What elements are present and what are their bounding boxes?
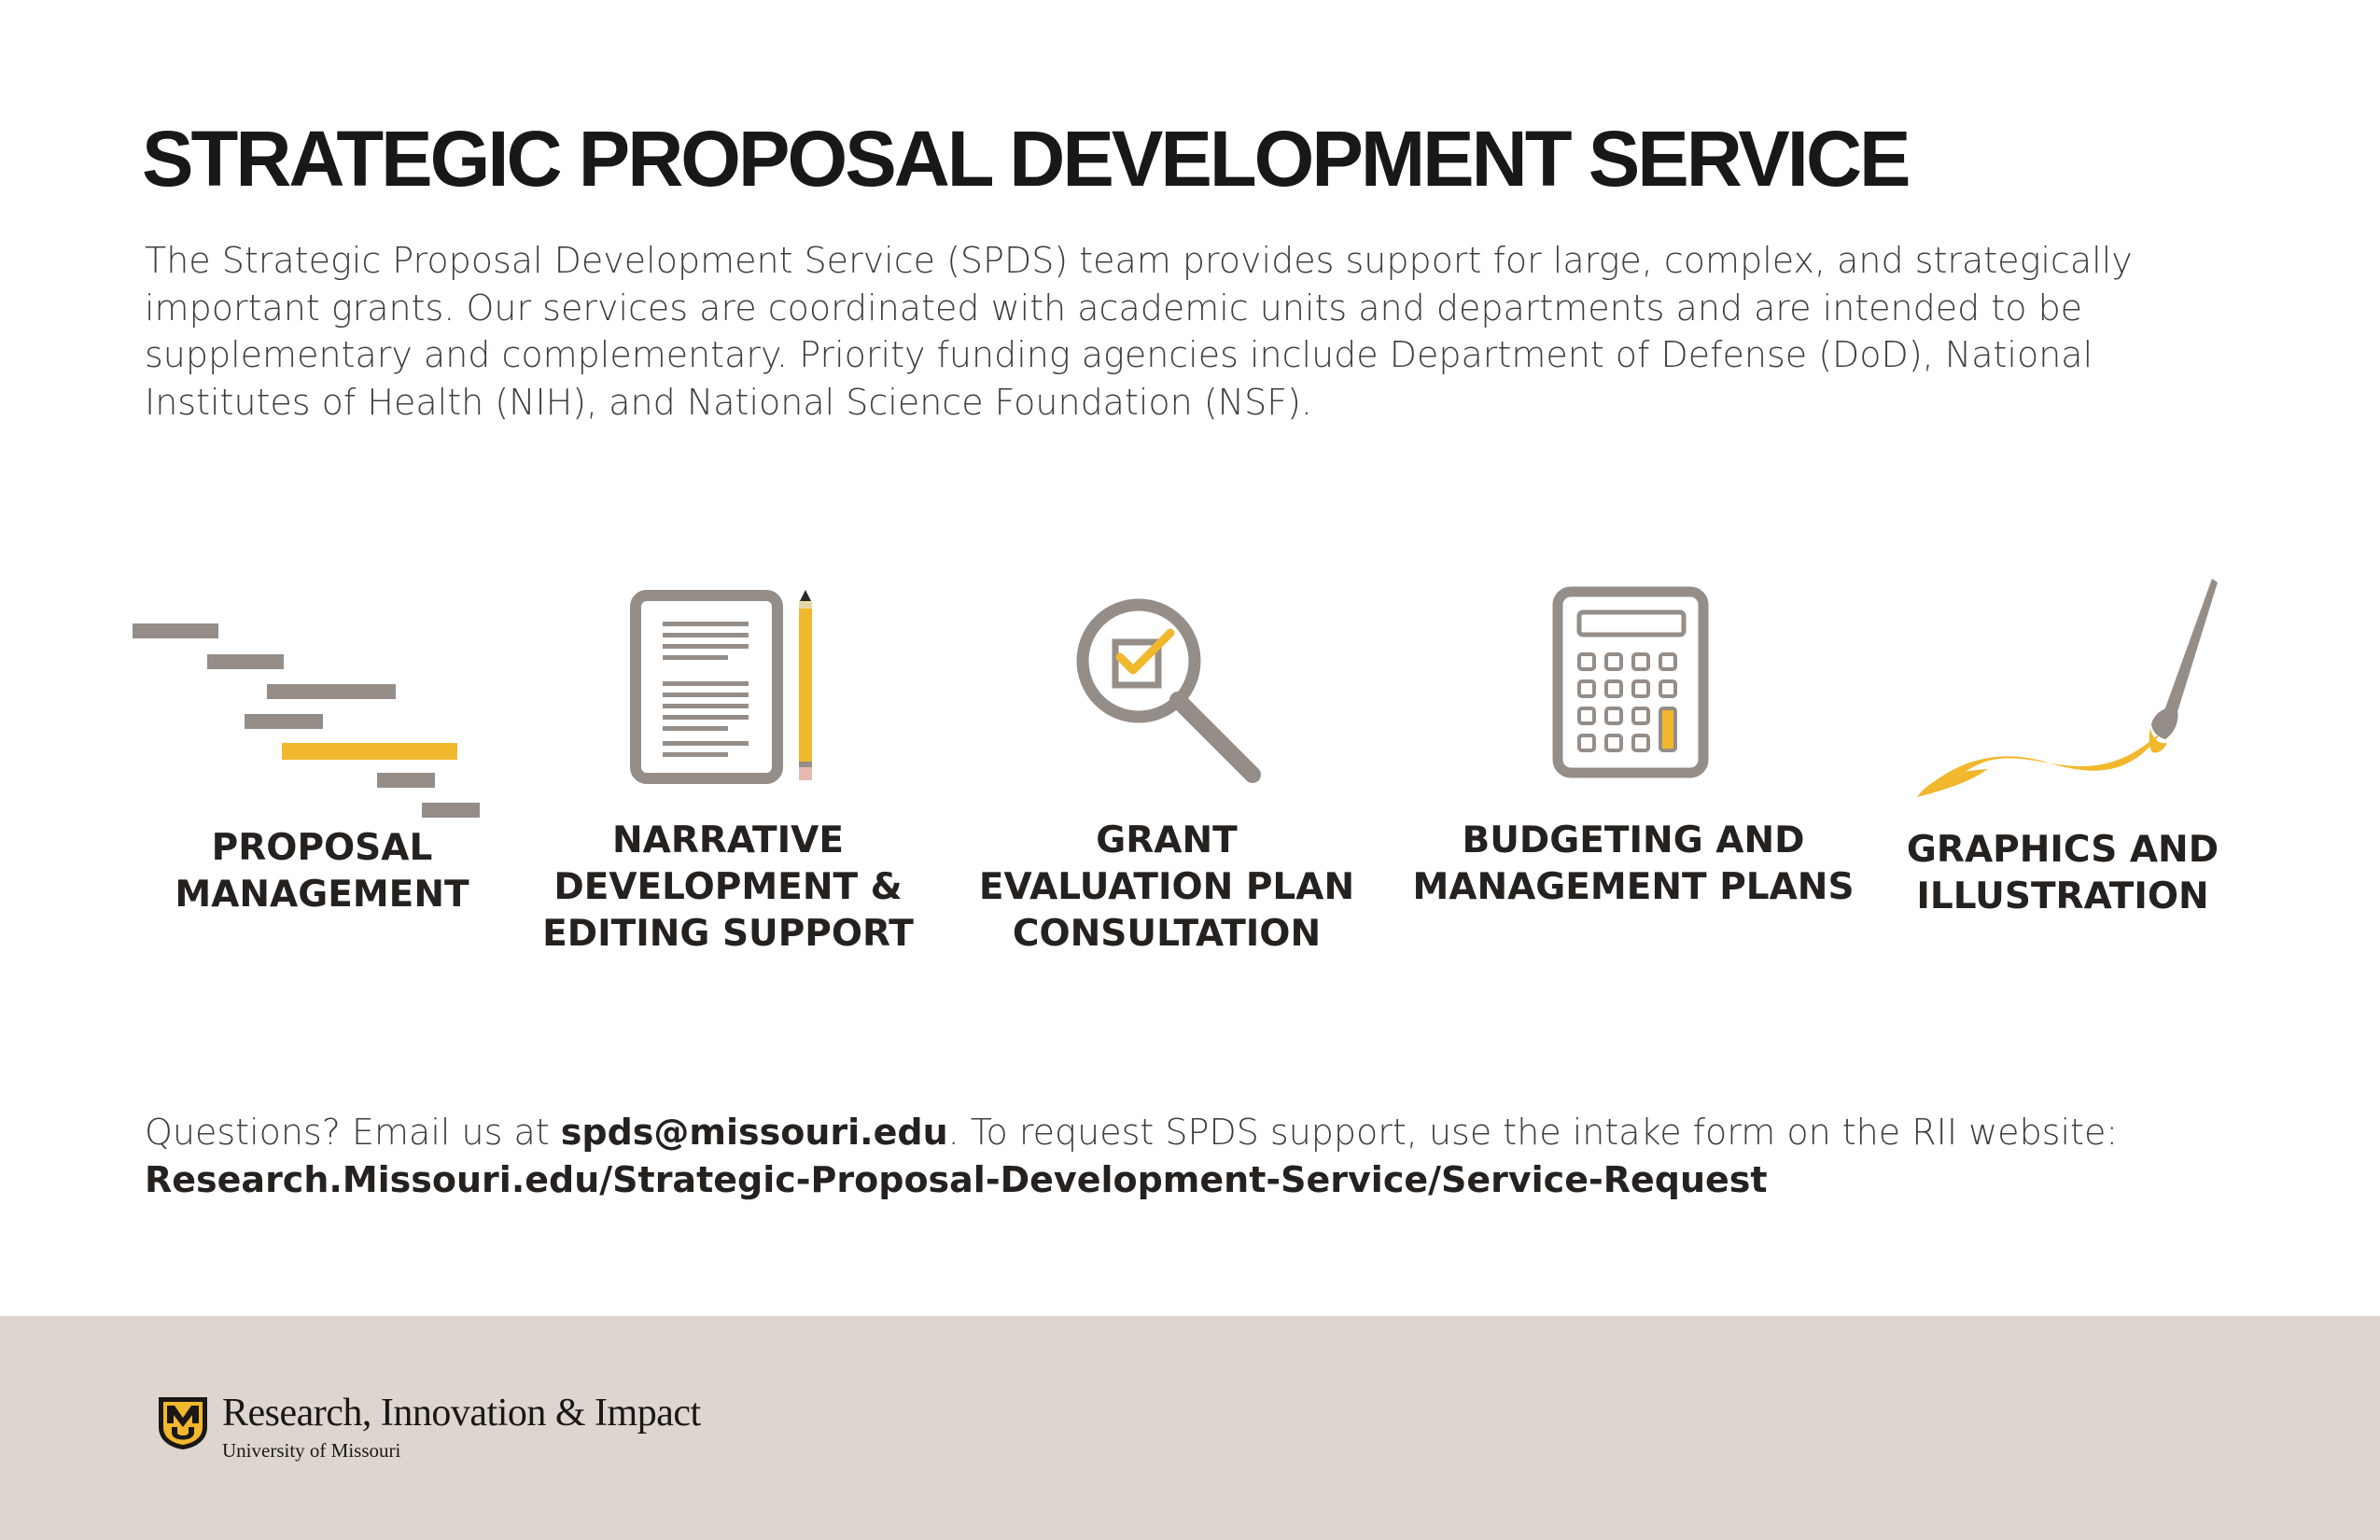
- document-pencil-icon: [625, 588, 849, 803]
- paintbrush-icon: [1913, 575, 2221, 799]
- service-label-grant-evaluation: GRANT EVALUATION PLAN CONSULTATION: [978, 819, 1355, 955]
- contact-prefix: Questions? Email us at: [145, 1112, 561, 1153]
- page-title: STRATEGIC PROPOSAL DEVELOPMENT SERVICE: [142, 115, 1909, 203]
- footer-org-name: Research, Innovation & Impact: [222, 1392, 701, 1435]
- intake-form-link[interactable]: Research.Missouri.edu/Strategic-Proposal-Development-Service/Service-Request: [145, 1158, 1768, 1200]
- calculator-icon: [1549, 586, 1717, 782]
- intro-paragraph: The Strategic Proposal Development Service (SPDS) team provides support for large, complex, and strategically important grants. Our services are coordinated with academic units and departments and are intended to be supplementary and complementary. Priority funding agencies include Department of Defense (DoD), National Institutes of Health (NIH), and National Science Foundation (NSF).: [145, 240, 2133, 423]
- email-link[interactable]: spds@missouri.edu: [560, 1112, 948, 1153]
- contact-middle: . To request SPDS support, use the intake form on the RII website:: [947, 1112, 2119, 1153]
- contact-line-2: [145, 1156, 2291, 1204]
- service-label-narrative-development: NARRATIVE DEVELOPMENT & EDITING SUPPORT: [542, 819, 914, 955]
- service-label-graphics: GRAPHICS AND ILLUSTRATION: [1906, 829, 2219, 917]
- contact-line-1: [145, 1109, 2291, 1156]
- services-row: [0, 560, 2380, 989]
- gantt-chart-icon: [131, 588, 485, 821]
- service-label-proposal-management: PROPOSAL MANAGEMENT: [175, 827, 469, 916]
- university-shield-logo-icon: [157, 1395, 209, 1451]
- service-label-budgeting: BUDGETING AND MANAGEMENT PLANS: [1412, 819, 1855, 908]
- contact-section: [145, 1109, 2291, 1203]
- footer-university-name: University of Missouri: [222, 1439, 401, 1462]
- magnifier-checkbox-icon: [1073, 595, 1269, 791]
